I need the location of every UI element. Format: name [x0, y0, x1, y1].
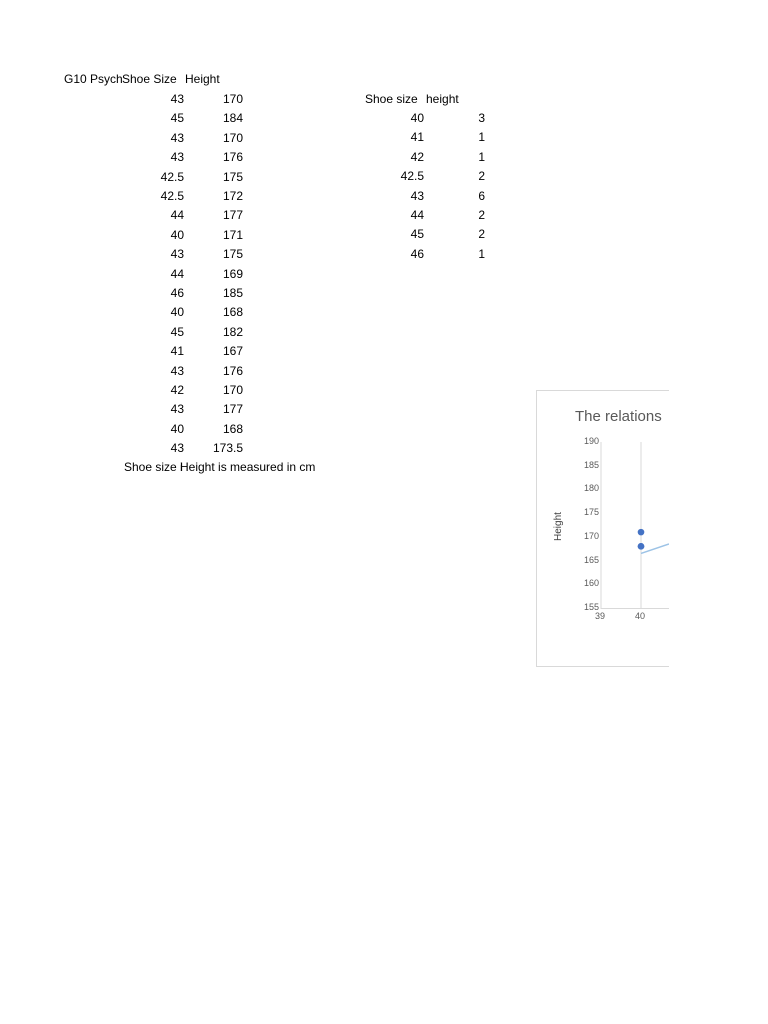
height-cell[interactable]: 167 — [222, 344, 243, 359]
x-tick-label: 39 — [595, 611, 606, 621]
freq-shoe-size-cell[interactable]: 45 — [410, 227, 424, 242]
height-cell[interactable]: 169 — [222, 266, 243, 281]
shoe-size-cell[interactable]: 46 — [170, 286, 184, 300]
freq-shoe-size-cell[interactable]: 42 — [410, 149, 424, 164]
y-tick-label: 175 — [583, 507, 599, 518]
shoe-size-cell[interactable]: 40 — [170, 305, 184, 320]
height-cell[interactable]: 184 — [222, 111, 243, 126]
y-tick-label: 185 — [583, 459, 599, 470]
height-cell[interactable]: 168 — [222, 421, 243, 436]
y-tick-label: 190 — [583, 436, 599, 446]
shoe-size-cell[interactable]: 43 — [170, 150, 184, 165]
shoe-size-cell[interactable]: 40 — [170, 227, 184, 242]
shoe-size-cell[interactable]: 43 — [170, 402, 184, 417]
y-tick-label: 160 — [583, 578, 599, 589]
plot-area — [537, 391, 669, 666]
height-cell[interactable]: 170 — [222, 92, 243, 106]
y-tick-label: 165 — [583, 554, 599, 565]
shoe-size-cell[interactable]: 42 — [170, 383, 184, 397]
height-cell[interactable]: 172 — [222, 189, 243, 203]
freq-count-cell[interactable]: 6 — [478, 188, 485, 203]
y-axis-title: Height — [553, 512, 564, 541]
freq-header-height[interactable]: height — [426, 92, 459, 106]
height-cell[interactable]: 175 — [222, 247, 243, 262]
freq-header-shoe-size[interactable]: Shoe size — [365, 92, 418, 106]
freq-count-cell[interactable]: 1 — [478, 130, 485, 145]
header-col-a[interactable]: G10 Psych — [64, 72, 123, 86]
shoe-size-cell[interactable]: 42.5 — [160, 169, 184, 184]
height-cell[interactable]: 170 — [222, 130, 243, 145]
note-cell-b[interactable]: Height is measured in cm — [180, 460, 316, 474]
trendline — [641, 544, 669, 553]
shoe-size-cell[interactable]: 45 — [170, 324, 184, 339]
header-height[interactable]: Height — [185, 72, 220, 86]
y-tick-label: 180 — [583, 483, 599, 494]
freq-shoe-size-cell[interactable]: 42.5 — [400, 169, 424, 184]
height-cell[interactable]: 177 — [222, 402, 243, 417]
freq-count-cell[interactable]: 2 — [478, 208, 485, 222]
height-cell[interactable]: 171 — [222, 227, 243, 242]
y-tick-label: 155 — [583, 602, 599, 612]
freq-shoe-size-cell[interactable]: 46 — [410, 246, 424, 261]
shoe-size-cell[interactable]: 44 — [170, 266, 184, 281]
height-cell[interactable]: 175 — [222, 169, 243, 184]
x-tick-label: 40 — [635, 611, 646, 621]
shoe-size-cell[interactable]: 43 — [170, 247, 184, 262]
scatter-chart[interactable] — [536, 390, 669, 667]
data-point — [638, 543, 645, 550]
height-cell[interactable]: 176 — [222, 150, 243, 165]
note-cell-a[interactable]: Shoe size i — [124, 460, 183, 474]
freq-count-cell[interactable]: 1 — [478, 149, 485, 164]
freq-count-cell[interactable]: 3 — [478, 111, 485, 125]
shoe-size-cell[interactable]: 40 — [170, 421, 184, 436]
freq-shoe-size-cell[interactable]: 44 — [410, 208, 424, 222]
shoe-size-cell[interactable]: 41 — [170, 344, 184, 359]
shoe-size-cell[interactable]: 43 — [170, 441, 184, 456]
freq-shoe-size-cell[interactable]: 41 — [410, 130, 424, 145]
height-cell[interactable]: 182 — [222, 324, 243, 339]
shoe-size-cell[interactable]: 43 — [170, 363, 184, 378]
freq-count-cell[interactable]: 2 — [478, 227, 485, 242]
shoe-size-cell[interactable]: 45 — [170, 111, 184, 126]
height-cell[interactable]: 168 — [222, 305, 243, 320]
shoe-size-cell[interactable]: 43 — [170, 92, 184, 106]
shoe-size-cell[interactable]: 43 — [170, 130, 184, 145]
freq-shoe-size-cell[interactable]: 43 — [410, 188, 424, 203]
chart-title: The relations — [575, 408, 662, 425]
freq-shoe-size-cell[interactable]: 40 — [410, 111, 424, 125]
shoe-size-cell[interactable]: 44 — [170, 208, 184, 223]
height-cell[interactable]: 185 — [222, 286, 243, 300]
height-cell[interactable]: 177 — [222, 208, 243, 223]
shoe-size-cell[interactable]: 42.5 — [160, 189, 184, 203]
y-tick-label: 170 — [583, 530, 599, 541]
freq-count-cell[interactable]: 2 — [478, 169, 485, 184]
freq-count-cell[interactable]: 1 — [478, 246, 485, 261]
height-cell[interactable]: 173.5 — [212, 441, 243, 456]
data-point — [638, 529, 645, 536]
height-cell[interactable]: 176 — [222, 363, 243, 378]
height-cell[interactable]: 170 — [222, 383, 243, 397]
header-shoe-size[interactable]: Shoe Size — [122, 72, 177, 86]
